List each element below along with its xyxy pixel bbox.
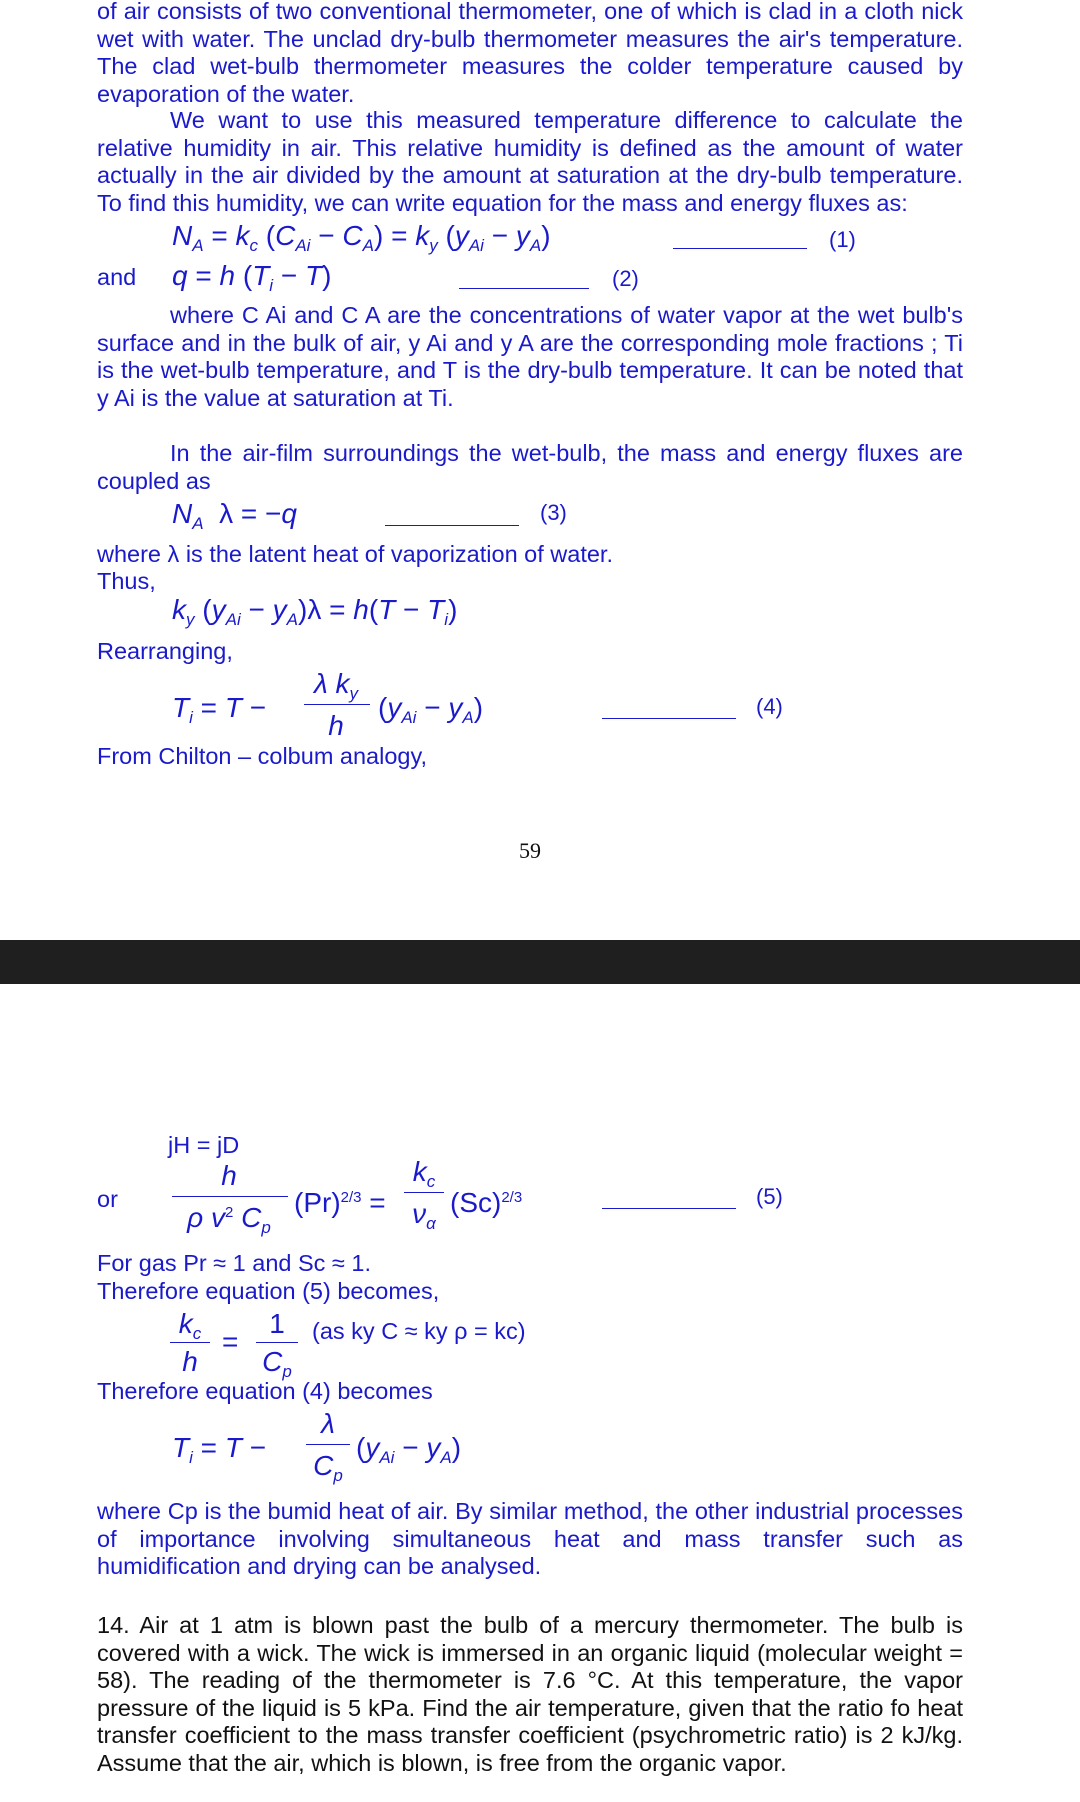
paragraph-air-film: In the air-film surroundings the wet-bulb, the mass and energy fluxes are coupled as [97,440,963,494]
fraction-bar [170,1342,210,1343]
equation-4-rhs: $(y_{Ai} - y_A)$ [378,692,484,727]
schmidt-term: $(Sc)^{2/3}$ [450,1187,523,1218]
equation-4-lhs: $T_i = T$ − [172,692,267,727]
prandtl-term: $(Pr)^{2/3}$ = [294,1187,386,1218]
paragraph-intro: of air consists of two conventional thermometer, one of which is clad in a cloth nick wet with water. The unclad dry-bulb thermometer measures the air's temperature. The clad wet-bulb thermometer measures the colder temperature caused by evaporation of the water. [97,0,963,107]
fraction-bar [404,1192,444,1193]
fraction-bar [172,1196,288,1197]
equation-2: q = h $(T_i - T)$ [172,260,332,295]
fraction-denominator: h [182,1346,198,1377]
fraction-numerator: $k_c$ [412,1156,436,1191]
fraction-denominator: $C_p$ [262,1346,292,1381]
combined-equation: $k_y$ $(y_{Ai} - y_A)\lambda = h(T - T_i)$ [172,594,458,629]
equation-rule [602,1208,736,1209]
equation-number-3: (3) [540,500,567,525]
problem-14: 14. Air at 1 atm is blown past the bulb of a mercury thermometer. The bulb is covered with a wick. The wick is immersed in an organic liquid (molecular weight = 58). The reading of the thermometer is 7.6 °C. At this temperature, the vapor pressure of the liquid is 5 kPa. Find the air temperature, given that the ratio fo heat transfer coefficient to the mass transfer coefficient (psychrometric ratio) is 2 kJ/kg. Assume that the air, which is blown, is free from the organic vapor. [97,1612,963,1776]
final-equation-rhs: $(y_{Ai} - y_A)$ [356,1432,462,1467]
fraction-numerator: λ [321,1408,335,1439]
fraction-numerator: h [221,1160,237,1191]
fraction-numerator: 1 [269,1308,285,1339]
fraction-numerator: $k_c$ [178,1308,202,1343]
equation-rule [385,525,519,526]
fraction-bar [306,1444,350,1445]
fraction-denominator: $\nu_\alpha$ [412,1198,436,1233]
thus-text: Thus, [97,568,156,594]
paragraph-definitions: where C Ai and C A are the concentrations of water vapor at the wet bulb's surface and in the bulk of air, y Ai and y A are the corresponding mole fractions ; Ti is the wet-bulb temperature, and T is the dry-bulb temperature. It can be noted that y Ai is the value at saturation at Ti. [97,302,963,411]
equation-rule [459,288,589,289]
paragraph-humid-heat: where Cp is the bumid heat of air. By similar method, the other industrial processes of importance involving simultaneous heat and mass transfer such as humidification and drying can be analysed. [97,1498,963,1579]
fraction-bar [256,1342,298,1343]
therefore-eq4: Therefore equation (4) becomes [97,1378,433,1404]
equation-number-2: (2) [612,266,639,291]
fraction-denominator: h [328,710,344,741]
latent-heat-text: where λ is the latent heat of vaporization of water. [97,541,613,567]
chilton-text: From Chilton – colbum analogy, [97,743,428,769]
equation-rule [673,248,807,249]
equals-sign: = [222,1326,239,1357]
or-label: or [97,1186,118,1212]
jh-jd-text: jH = jD [168,1132,240,1158]
page-number: 59 [519,838,541,863]
fraction-bar [304,704,370,705]
equation-rule [602,718,736,719]
equation-1: $N_A = k_c$ $(C_{Ai} - C_A) = k_y$ $(y_{Ai} - y_A)$ [172,220,551,255]
rearranging-text: Rearranging, [97,638,233,664]
as-note: (as ky C ≈ ky ρ = kc) [312,1318,526,1344]
fraction-numerator: λ $k_y$ [313,668,359,703]
gas-approximation: For gas Pr ≈ 1 and Sc ≈ 1. [97,1250,371,1276]
fraction-denominator: ρ $v^2$ $C_p$ [187,1202,271,1237]
equation-number-1: (1) [829,227,856,252]
therefore-eq5: Therefore equation (5) becomes, [97,1278,440,1304]
page-separator [0,940,1080,984]
final-equation-lhs: $T_i = T$ − [172,1432,267,1467]
fraction-denominator: $C_p$ [313,1450,343,1485]
equation-3: $N_A$ λ = −q [172,498,297,533]
equation-number-4: (4) [756,694,783,719]
page-60 [0,984,1080,1802]
equation-number-5: (5) [756,1184,783,1209]
and-label: and [97,264,137,290]
paragraph-humidity: We want to use this measured temperature difference to calculate the relative humidity in air. This relative humidity is defined as the amount of water actually in the air divided by the amount at saturation at the dry-bulb temperature. To find this humidity, we can write equation for the mass and energy fluxes as: [97,107,963,216]
